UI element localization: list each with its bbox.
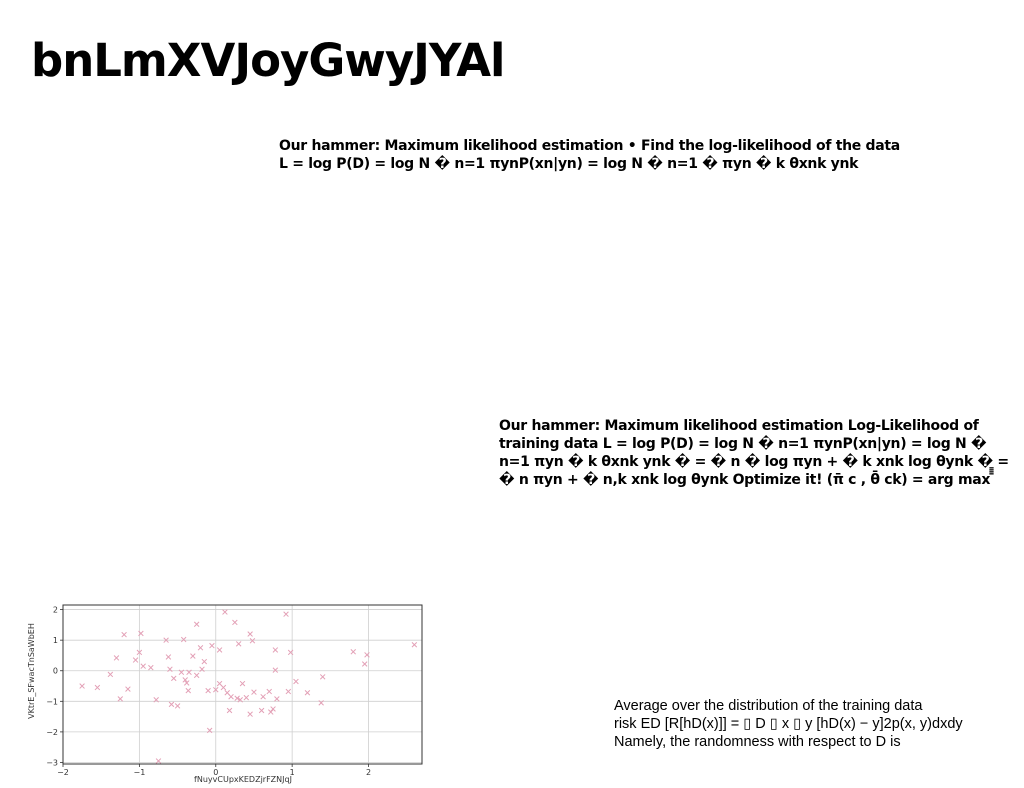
scatter-point (362, 662, 367, 667)
scatter-point (271, 707, 276, 712)
scatter-point (252, 690, 257, 695)
slide-text-block-3 (614, 697, 1014, 751)
y-tick-label: 1 (52, 636, 58, 646)
scatter-point (126, 687, 131, 692)
x-tick-label: 0 (213, 768, 219, 777)
x-tick-label: −1 (133, 768, 146, 777)
scatter-point (240, 681, 245, 686)
scatter-point (236, 641, 241, 646)
scatter-point (166, 655, 171, 660)
scatter-point (223, 610, 228, 615)
scatter-point (175, 704, 180, 709)
x-axis-label: fNuyvCUpxKEDZjrFZNJqJ (194, 775, 292, 784)
points-layer (80, 610, 417, 764)
scatter-point (108, 672, 113, 677)
y-tick-label: 2 (52, 605, 58, 615)
page-title: bnLmXVJoyGwyJYAl (31, 34, 505, 87)
scatter-point (273, 648, 278, 653)
scatter-point (198, 645, 203, 650)
text-line: risk ED [R[hD(x)]] = ▯ D ▯ x ▯ y [hD(x) − y]2p(x, y)dxdy (614, 716, 963, 732)
scatter-point (248, 712, 253, 717)
scatter-point (118, 696, 123, 701)
scatter-point (268, 710, 273, 715)
scatter-point (294, 679, 299, 684)
scatter-point (229, 694, 234, 699)
scatter-point (217, 648, 222, 653)
scatter-point (351, 649, 356, 654)
scatter-point (273, 668, 278, 673)
x-tick-label: −2 (57, 768, 69, 777)
scatter-point (210, 643, 215, 648)
scatter-chart (24, 598, 434, 786)
scatter-point (244, 695, 249, 700)
scatter-point (122, 632, 127, 637)
scatter-point (305, 690, 310, 695)
grid-layer (63, 605, 422, 764)
scatter-point (133, 658, 138, 663)
y-tick-label: −1 (46, 697, 58, 707)
scatter-point (259, 708, 264, 713)
scatter-point (221, 685, 226, 690)
x-tick-label: 2 (365, 768, 372, 777)
scatter-point (250, 638, 255, 643)
scatter-point (80, 684, 85, 689)
scatter-point (206, 688, 211, 693)
scatter-point (232, 620, 237, 625)
scatter-point (267, 689, 272, 694)
scatter-point (261, 694, 266, 699)
y-tick-label: 0 (52, 666, 58, 676)
scatter-point (194, 673, 199, 678)
scatter-point (227, 708, 232, 713)
y-axis-label: VKtrE_SFwacTnSaWbEH (27, 623, 36, 719)
text-line: Average over the distribution of the training data (614, 698, 923, 714)
text-line: Namely, the randomness with respect to D is (614, 734, 901, 750)
scatter-point (190, 654, 195, 659)
scatter-point (202, 659, 207, 664)
scatter-point (171, 676, 176, 681)
y-tick-label: −3 (46, 758, 58, 768)
x-tick-label: 1 (289, 768, 295, 777)
scatter-point (95, 685, 100, 690)
scatter-point (186, 688, 191, 693)
y-tick-label: −2 (46, 727, 58, 737)
scatter-point (248, 632, 253, 637)
scatter-point (320, 674, 325, 679)
scatter-point (114, 655, 119, 660)
scatter-point (169, 702, 174, 707)
scatter-point (284, 612, 289, 617)
scatter-point (181, 637, 186, 642)
scatter-point (412, 642, 417, 647)
scatter-point (274, 696, 279, 701)
slide-text-block-2: Our hammer: Maximum likelihood estimation Log-Likelihood of training data L = log P(D) = log N � n=1 πynP(xn|yn) = log N � n=1 πyn � k θxnk ynk � = � n � log πyn + � k xnk log θynk � = � n πyn + � n,k xnk log θynk Optimize it! (π̄̄̄̄ c , θ̄̄̄̄ ck) = arg max ̄̄̄̄ (499, 418, 1009, 488)
scatter-point (194, 622, 199, 627)
scatter-point (286, 689, 291, 694)
slide-text-block-1: Our hammer: Maximum likelihood estimation • Find the log-likelihood of the data L = log P(D) = log N � n=1 πynP(xn|yn) = log N � n=1 � πyn � k θxnk ynk (279, 138, 900, 172)
scatter-point (148, 665, 153, 670)
scatter-point (141, 664, 146, 669)
